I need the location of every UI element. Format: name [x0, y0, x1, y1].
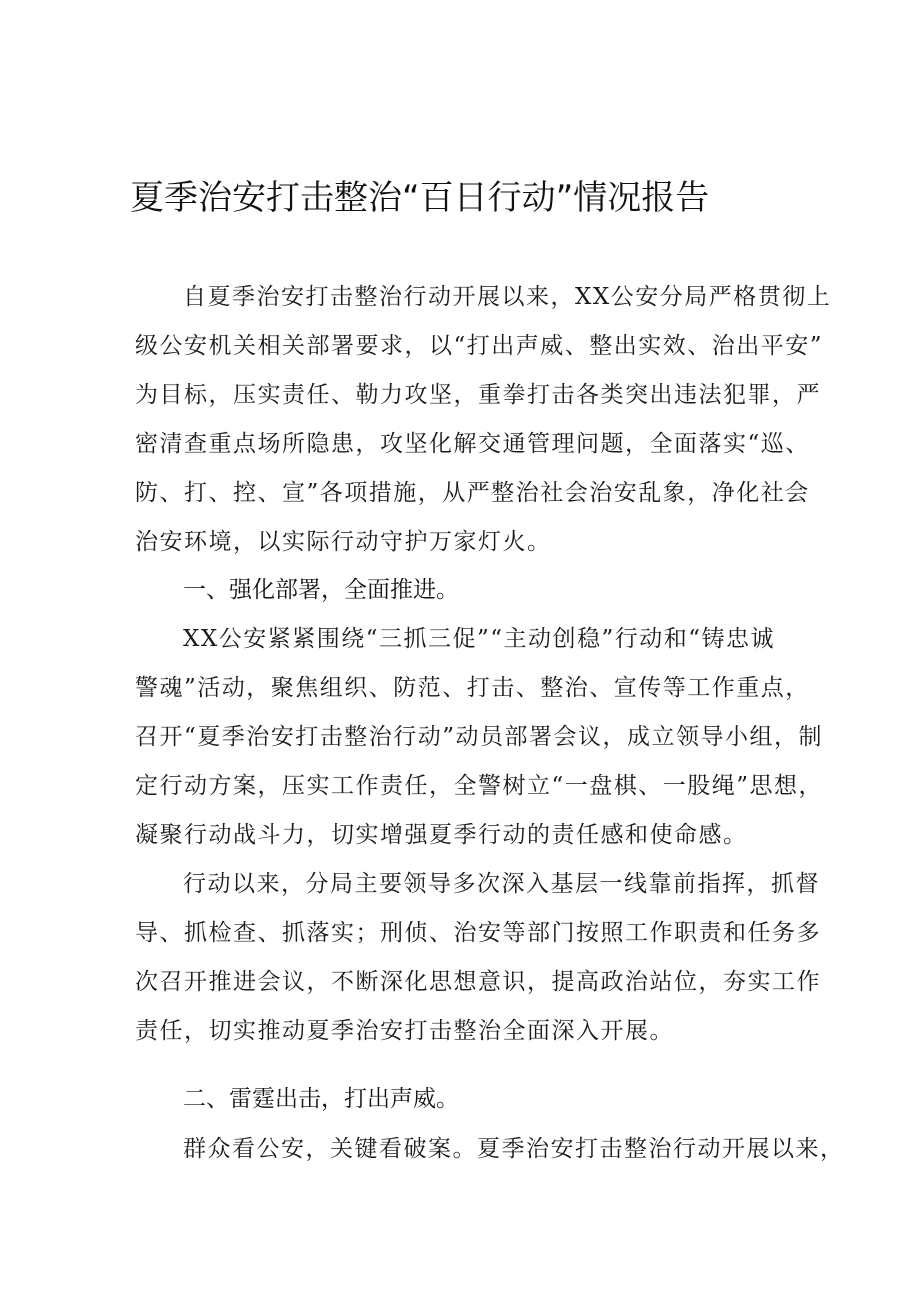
paragraph-2-line-3: 召开“夏季治安打击整治行动”动员部署会议，成立领导小组，制 — [135, 724, 824, 750]
paragraph-2-line-1: XX公安紧紧围绕“三抓三促”“主动创稳”行动和“铸忠诚 — [183, 626, 776, 652]
paragraph-1-line-5: 防、打、控、宣”各项措施，从严整治社会治安乱象，净化社会 — [135, 480, 810, 506]
section-heading-1: 一、强化部署，全面推进。 — [183, 577, 459, 603]
paragraph-3-line-1: 行动以来，分局主要领导多次深入基层一线靠前指挥，抓督 — [183, 871, 820, 897]
document-title: 夏季治安打击整治“百日行动”情况报告 — [130, 178, 710, 218]
paragraph-1-line-1: 自夏季治安打击整治行动开展以来，XX公安分局严格贯彻上 — [183, 284, 832, 310]
paragraph-2-line-2: 警魂”活动，聚焦组织、防范、打击、整治、宣传等工作重点， — [135, 675, 810, 701]
paragraph-1-line-3: 为目标，压实责任、勒力攻坚，重拳打击各类突出违法犯罪，严 — [135, 382, 821, 408]
paragraph-3-line-4: 责任，切实推动夏季治安打击整治全面深入开展。 — [135, 1018, 674, 1044]
paragraph-2-line-4: 定行动方案，压实工作责任，全警树立“一盘棋、一股绳”思想， — [135, 773, 824, 799]
paragraph-1-line-2: 级公安机关相关部署要求，以“打出声威、整出实效、治出平安” — [135, 333, 824, 359]
paragraph-4-line-1: 群众看公安，关键看破案。夏季治安打击整治行动开展以来， — [183, 1136, 845, 1162]
section-heading-2: 二、雷霆出击，打出声威。 — [183, 1086, 459, 1112]
paragraph-2-line-5: 凝聚行动战斗力，切实增强夏季行动的责任感和使命感。 — [135, 822, 748, 848]
paragraph-1-line-6: 治安环境，以实际行动守护万家灯火。 — [135, 529, 552, 555]
paragraph-3-line-2: 导、抓检查、抓落实；刑侦、治安等部门按照工作职责和任务多 — [135, 920, 821, 946]
paragraph-1-line-4: 密清查重点场所隐患，攻坚化解交通管理问题，全面落实“巡、 — [135, 431, 810, 457]
paragraph-3-line-3: 次召开推进会议，不断深化思想意识，提高政治站位，夯实工作 — [135, 969, 821, 995]
